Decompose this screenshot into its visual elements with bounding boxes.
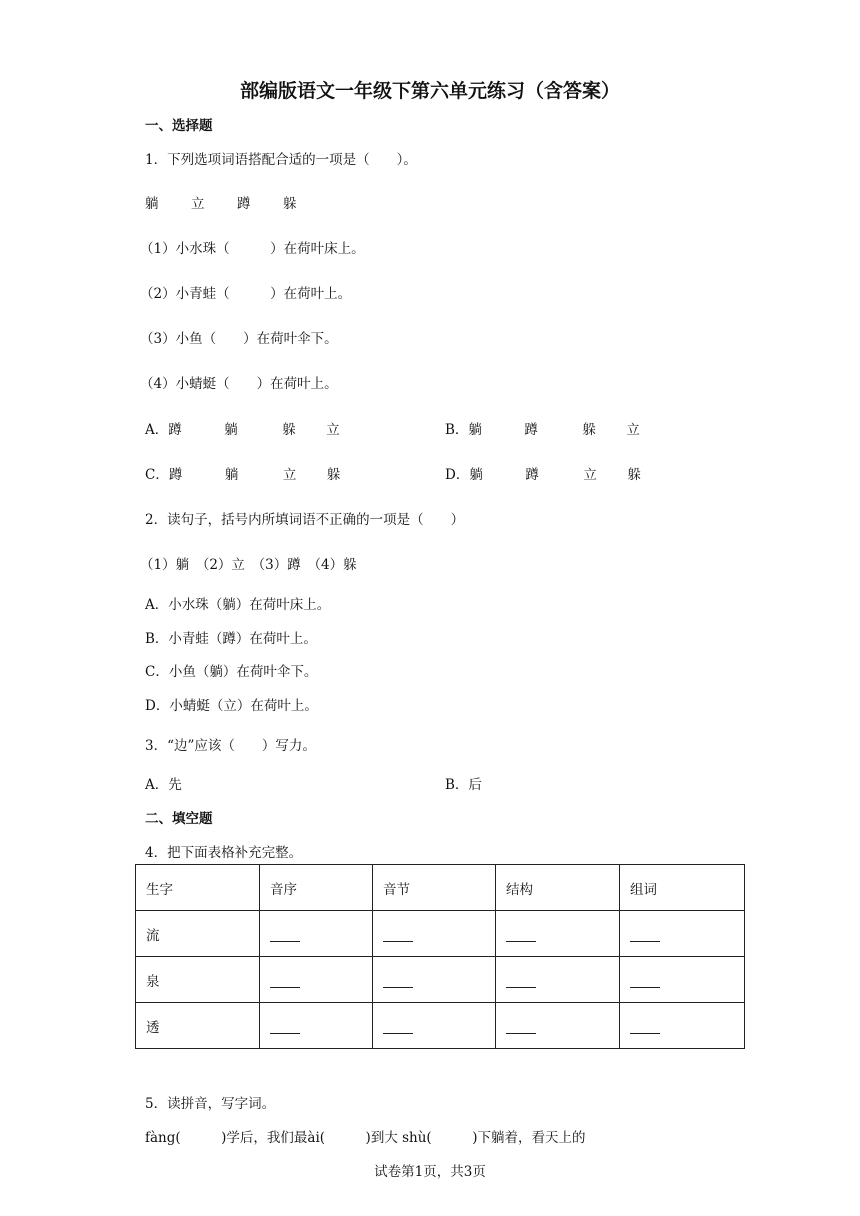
answer-blank[interactable]	[496, 911, 620, 957]
table-row	[136, 1003, 745, 1049]
option-word: 立	[626, 422, 640, 438]
question-2-option-a[interactable]: A．小水珠（躺）在荷叶床上。	[145, 597, 331, 613]
table-row-character: 流	[136, 911, 260, 957]
answer-blank[interactable]	[260, 1003, 373, 1049]
page-title: 部编版语文一年级下第六单元练习（含答案）	[239, 80, 620, 102]
word-bank-item: 蹲	[237, 196, 251, 212]
question-3-stem: 3．“边”应该（ ）写力。	[145, 738, 316, 754]
question-2-option-b[interactable]: B．小青蛙（蹲）在荷叶上。	[145, 631, 317, 647]
question-1-stem: 1．下列选项词语搭配合适的一项是（ ）。	[145, 152, 417, 168]
option-word: 躺	[468, 422, 482, 438]
page-footer: 试卷第1页，共3页	[374, 1164, 486, 1180]
answer-blank[interactable]	[373, 911, 496, 957]
question-3-option-a[interactable]: A．先	[145, 777, 182, 793]
option-word: 立	[326, 422, 340, 438]
section-heading-choice: 一、选择题	[145, 118, 213, 134]
table-header-cell: 组词	[620, 865, 745, 911]
option-word: 躲	[582, 422, 596, 438]
question-1-option-c[interactable]	[145, 463, 340, 483]
table-header-cell: 生字	[136, 865, 260, 911]
question-1-item: （3）小鱼（ ）在荷叶伞下。	[140, 331, 338, 347]
option-word: 躲	[326, 467, 341, 483]
table-row-character: 泉	[136, 957, 260, 1003]
option-word: 立	[583, 467, 597, 483]
answer-blank[interactable]	[620, 957, 745, 1003]
table-row-character: 透	[136, 1003, 260, 1049]
question-1-option-b[interactable]	[445, 418, 640, 438]
character-table	[135, 864, 745, 1049]
option-word: 躲	[282, 422, 296, 438]
option-word: 立	[282, 467, 297, 483]
question-3-option-b[interactable]: B．后	[445, 777, 482, 793]
table-row	[136, 957, 745, 1003]
option-word: 蹲	[525, 467, 539, 483]
option-word: 蹲	[524, 422, 538, 438]
word-bank-item: 立	[191, 196, 205, 212]
option-word: 躺	[469, 467, 483, 483]
question-2-hint: （1）躺 （2）立 （3）蹲 （4）躲	[140, 557, 357, 573]
question-1-item: （2）小青蛙（ ）在荷叶上。	[140, 286, 352, 302]
answer-blank[interactable]	[260, 957, 373, 1003]
question-1-item: （4）小蜻蜓（ ）在荷叶上。	[140, 376, 338, 392]
table-header-row	[136, 865, 745, 911]
option-label: A．	[145, 422, 169, 438]
table-row	[136, 911, 745, 957]
option-word: 躺	[224, 422, 238, 438]
question-2-option-d[interactable]: D．小蜻蜓（立）在荷叶上。	[145, 698, 318, 714]
question-2-option-c[interactable]: C．小鱼（躺）在荷叶伞下。	[145, 664, 318, 680]
table-header-cell: 结构	[496, 865, 620, 911]
question-1-word-bank	[145, 192, 329, 212]
question-1-option-d[interactable]	[445, 463, 641, 483]
answer-blank[interactable]	[496, 957, 620, 1003]
question-2-stem: 2．读句子，括号内所填词语不正确的一项是（ ）	[145, 512, 465, 528]
question-5-stem: 5．读拼音，写字词。	[145, 1096, 276, 1112]
question-4-stem: 4．把下面表格补充完整。	[145, 845, 303, 861]
answer-blank[interactable]	[260, 911, 373, 957]
table-header-cell: 音节	[373, 865, 496, 911]
answer-blank[interactable]	[373, 1003, 496, 1049]
option-word: 蹲	[168, 422, 182, 438]
table-header-cell: 音序	[260, 865, 373, 911]
option-word: 蹲	[168, 467, 183, 483]
question-5-line: fàng( )学后，我们最ài( )到大 shù( )下躺着，看天上的	[145, 1130, 586, 1146]
option-label: B．	[445, 422, 469, 438]
option-word: 躺	[224, 467, 239, 483]
option-label: C．	[145, 467, 169, 483]
word-bank-item: 躲	[283, 196, 297, 212]
question-1-option-a[interactable]	[145, 418, 340, 438]
answer-blank[interactable]	[373, 957, 496, 1003]
option-label: D．	[445, 467, 470, 483]
answer-blank[interactable]	[620, 1003, 745, 1049]
question-1-item: （1）小水珠（ ）在荷叶床上。	[140, 241, 365, 257]
section-heading-fill: 二、填空题	[145, 811, 213, 827]
word-bank-item: 躺	[145, 196, 159, 212]
answer-blank[interactable]	[620, 911, 745, 957]
option-word: 躲	[627, 467, 641, 483]
answer-blank[interactable]	[496, 1003, 620, 1049]
